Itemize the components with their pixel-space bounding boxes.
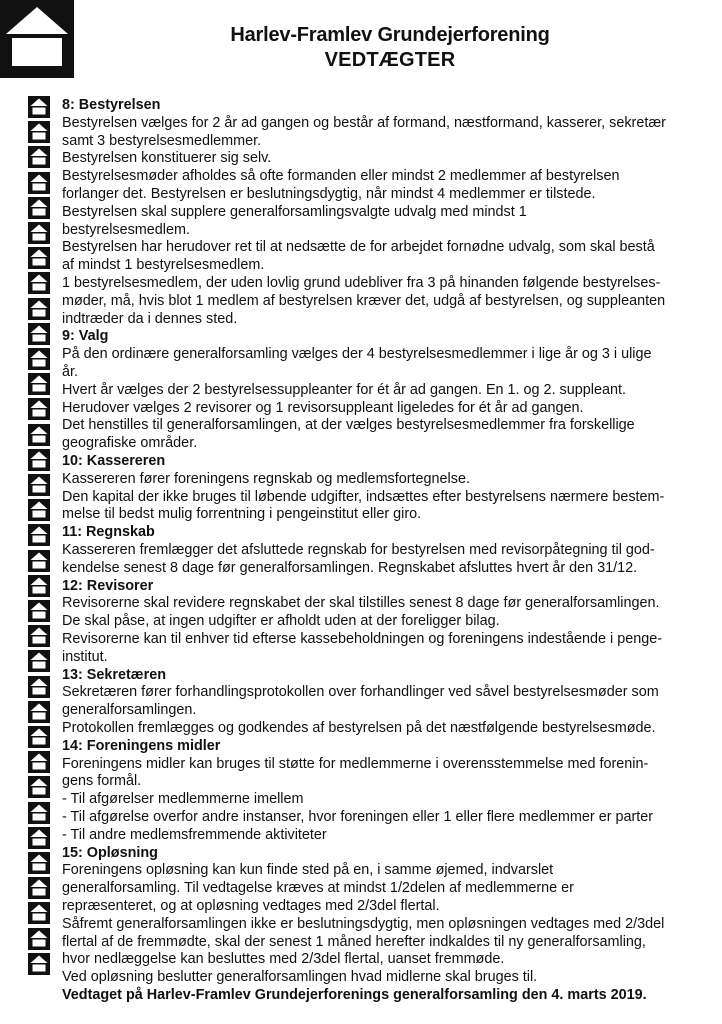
house-bullet-icon (28, 928, 50, 950)
house-bullet-icon (28, 373, 50, 395)
text-line: hvor nedlæggelse kan besluttes med 2/3del flertal, uanset fremmøde. (62, 951, 505, 968)
text-line: Foreningens midler kan bruges til støtte for medlemmerne i overensstemmelse med forenin- (62, 755, 649, 772)
section-heading: 14: Foreningens midler (62, 737, 221, 754)
house-bullet-icon (28, 726, 50, 748)
house-bullet-icon (28, 398, 50, 420)
text-line: - Til afgørelse overfor andre instanser, hvor foreningen eller 1 eller flere medlemmer er parter (62, 809, 654, 825)
house-bullet-icon (28, 852, 50, 874)
text-line: Kassereren fremlægger det afsluttede regnskab for bestyrelsen med revisorpåtegning til god- (62, 542, 655, 558)
house-bullet-icon (28, 550, 50, 572)
text-line: - Til afgørelser medlemmerne imellem (62, 791, 304, 808)
text-line: Bestyrelsen har herudover ret til at nedsætte de for arbejdet fornødne udvalg, som skal bestå (62, 239, 655, 256)
house-bullet-icon (28, 197, 50, 219)
text-line: Bestyrelsen skal supplere generalforsamlingsvalgte udvalg med mindst 1 (62, 203, 527, 220)
house-bullet-icon (28, 600, 50, 622)
house-bullet-icon (28, 953, 50, 975)
house-bullet-icon (28, 827, 50, 849)
house-bullet-icon (28, 172, 50, 194)
section-heading: 11: Regnskab (62, 524, 155, 541)
house-bullet-icon (28, 424, 50, 446)
house-bullet-icon (28, 247, 50, 269)
house-bullet-icon (28, 449, 50, 471)
text-line: generalforsamling. Til vedtagelse kræves at mindst 1/2delen af medlemmerne er (62, 880, 574, 897)
house-bullet-icon (28, 474, 50, 496)
text-line: af mindst 1 bestyrelsesmedlem. (62, 257, 265, 274)
text-line: generalforsamlingen. (62, 702, 197, 719)
section-heading: 10: Kassereren (62, 453, 166, 469)
text-line: De skal påse, at ingen udgifter er afholdt uden at der foreligger bilag. (62, 613, 500, 630)
text-line: Herudover vælges 2 revisorer og 1 revisorsuppleant ligeledes for ét år ad gangen. (62, 399, 584, 416)
text-line: Bestyrelsen vælges for 2 år ad gangen og består af formand, næstformand, kasserer, sekretær (62, 114, 666, 131)
house-bullet-icon (28, 802, 50, 824)
text-line: Kassereren fører foreningens regnskab og medlemsfortegnelse. (62, 470, 470, 487)
house-bullet-icon (28, 146, 50, 168)
house-bullet-icon (28, 701, 50, 723)
text-line: Protokollen fremlægges og godkendes af bestyrelsen på det næstfølgende bestyrelsesmøde. (62, 720, 656, 736)
text-line: Det henstilles til generalforsamlingen, at der vælges bestyrelsesmedlemmer fra forskellige (62, 417, 635, 434)
text-line: forlanger det. Bestyrelsen er beslutningsdygtig, når mindst 4 medlemmer er tilstede. (62, 186, 596, 202)
text-line: kendelse senest 8 dage før generalforsamlingen. Regnskabet afsluttes hvert år den 31/12. (62, 559, 638, 576)
text-line: Revisorerne skal revidere regnskabet der skal tilstilles senest 8 dage før generalforsamlingen. (62, 595, 660, 612)
section-heading: 9: Valg (62, 328, 109, 345)
text-line: På den ordinære generalforsamling vælges der 4 bestyrelsesmedlemmer i lige år og 3 i ulige (62, 346, 652, 363)
text-line: Sekretæren fører forhandlingsprotokollen over forhandlinger ved såvel bestyrelsesmøder som (62, 684, 659, 701)
text-line: melse til bedst mulig forrentning i pengeinstitut eller giro. (62, 506, 422, 523)
house-bullet-icon (28, 902, 50, 924)
section-heading: 13: Sekretæren (62, 666, 166, 683)
house-bullet-icon (28, 524, 50, 546)
text-line: bestyrelsesmedlem. (62, 221, 190, 238)
house-bullet-icon (28, 298, 50, 320)
house-logo-icon (0, 0, 74, 78)
house-bullet-icon (28, 776, 50, 798)
text-line: Bestyrelsen konstituerer sig selv. (62, 150, 272, 167)
house-bullet-icon (28, 272, 50, 294)
document-subtitle: VEDTÆGTER (324, 49, 456, 71)
text-line: 1 bestyrelsesmedlem, der uden lovlig grund udebliver fra 3 på hinanden følgende bestyrelses- (62, 275, 661, 291)
section-heading: 15: Opløsning (62, 844, 158, 861)
text-line: geografiske områder. (62, 435, 198, 452)
text-line: Bestyrelsesmøder afholdes så ofte formanden eller mindst 2 medlemmer af bestyrelsen (62, 168, 620, 185)
text-line: Den kapital der ikke bruges til løbende udgifter, indsættes efter bestyrelsens nærmere bestem- (62, 488, 665, 505)
section-heading: 12: Revisorer (62, 577, 154, 594)
text-line: - Til andre medlemsfremmende aktiviteter (62, 826, 327, 843)
house-bullet-icon (28, 751, 50, 773)
text-line: repræsenteret, og at opløsning vedtages med 2/3del flertal. (62, 898, 440, 914)
text-line: Hvert år vælges der 2 bestyrelsessuppleanter for ét år ad gangen. En 1. og 2. suppleant. (62, 381, 626, 398)
house-bullet-icon (28, 348, 50, 370)
house-bullet-icon (28, 499, 50, 521)
text-line: Foreningens opløsning kan kun finde sted på en, i samme øjemed, indvarslet (62, 862, 554, 879)
text-line: indtræder da i dennes sted. (62, 310, 238, 327)
text-line: møder, må, hvis blot 1 medlem af bestyrelsen kræver det, udgå af bestyrelsen, og suppleanten (62, 292, 666, 309)
house-bullet-icon (28, 222, 50, 244)
section-heading: Vedtaget på Harlev-Framlev Grundejerforenings generalforsamling den 4. marts 2019. (62, 987, 647, 1003)
text-line: år. (62, 364, 78, 380)
text-line: flertal af de fremmødte, skal der senest 1 måned herefter indkaldes til ny generalforsamling, (62, 933, 646, 950)
document-body (28, 96, 708, 1006)
text-line: samt 3 bestyrelsesmedlemmer. (62, 132, 262, 149)
house-bullet-icon (28, 121, 50, 143)
house-bullet-icon (28, 96, 50, 118)
house-bullet-icon (28, 676, 50, 698)
house-bullet-icon (28, 625, 50, 647)
document-title: Harlev-Framlev Grundejerforening (230, 24, 550, 46)
text-line: Ved opløsning beslutter generalforsamlingen hvad midlerne skal bruges til. (62, 969, 538, 986)
house-bullet-icon (28, 877, 50, 899)
house-bullet-icon (28, 323, 50, 345)
house-bullet-icon (28, 650, 50, 672)
house-bullet-icon (28, 575, 50, 597)
text-line: Såfremt generalforsamlingen ikke er beslutningsdygtig, men opløsningen vedtages med 2/3del (62, 915, 665, 932)
text-line: gens formål. (62, 773, 142, 790)
text-line: institut. (62, 648, 108, 665)
text-line: Revisorerne kan til enhver tid efterse kassebeholdningen og foreningens indestående i penge- (62, 631, 663, 647)
section-heading: 8: Bestyrelsen (62, 97, 161, 113)
